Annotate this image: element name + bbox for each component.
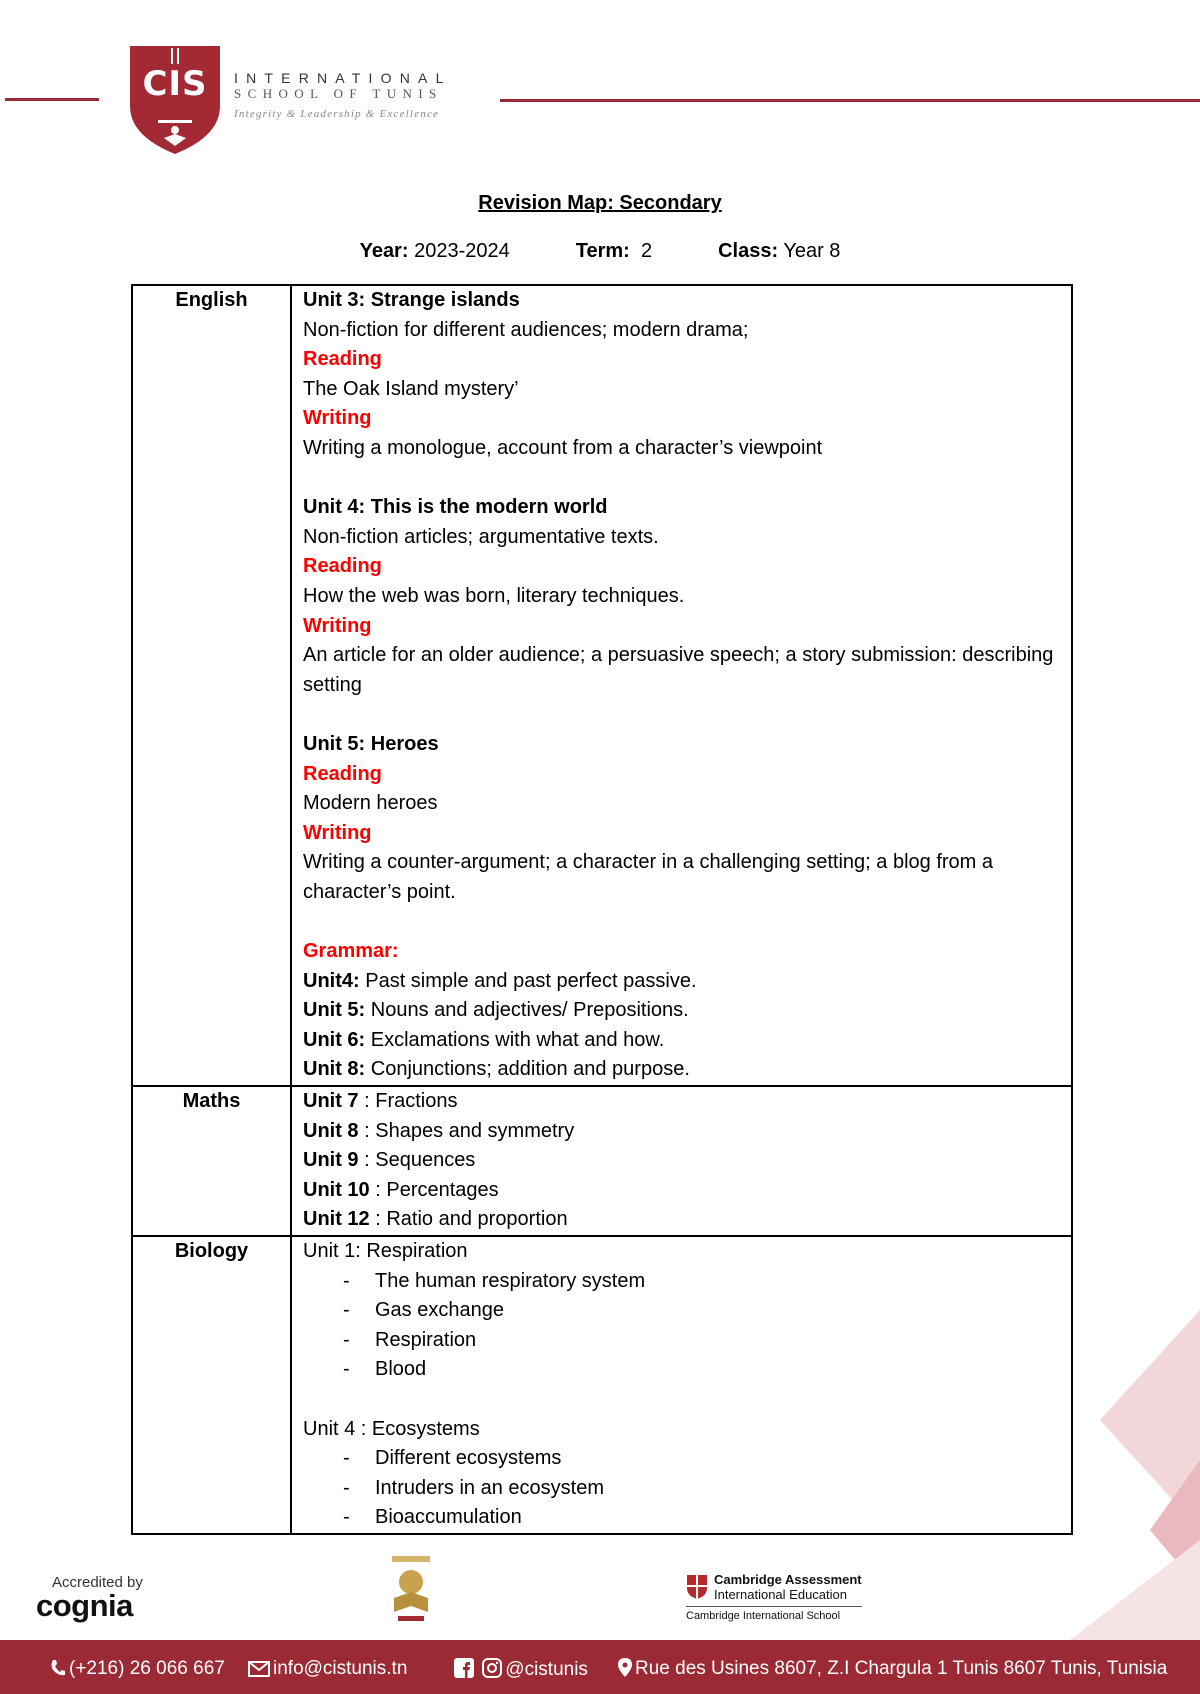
facebook-icon — [454, 1658, 474, 1678]
instagram-icon — [482, 1658, 502, 1678]
logo-abbreviation: CIS — [142, 64, 208, 104]
maths-item: Unit 8 : Shapes and symmetry — [303, 1119, 575, 1142]
year-value: 2023-2024 — [414, 240, 510, 262]
unit-heading: Unit 3: Strange islands — [303, 289, 520, 311]
footer-email[interactable]: info@cistunis.tn — [248, 1658, 407, 1680]
grammar-item: Unit 5: Nouns and adjectives/ Prepositions. — [303, 999, 689, 1022]
unit-intro: Non-fiction articles; argumentative texts. — [303, 525, 659, 548]
list-item: - Respiration — [343, 1328, 477, 1351]
writing-text: Writing a monologue, account from a character’s viewpoint — [303, 436, 823, 459]
mail-icon — [248, 1661, 270, 1677]
unit-heading: Unit 4 : Ecosystems — [303, 1417, 480, 1440]
subject-maths: Maths — [132, 1086, 291, 1236]
cambridge-line2: International Education — [714, 1587, 847, 1602]
location-pin-icon — [618, 1658, 632, 1677]
ministry-emblem-icon — [386, 1554, 436, 1624]
class-value: Year 8 — [783, 240, 841, 262]
unit-heading: Unit 1: Respiration — [303, 1240, 468, 1262]
cambridge-line3: Cambridge International School — [686, 1606, 862, 1623]
meta-row — [0, 240, 1200, 263]
term-label: Term: — [575, 240, 630, 262]
header-rule-right — [500, 99, 1200, 102]
writing-text: An article for an older audience; a persuasive speech; a story submission: describing setting — [303, 644, 1054, 696]
maths-item: Unit 10 : Percentages — [303, 1178, 499, 1201]
cognia-caption: Accredited by — [52, 1574, 143, 1591]
term-value: 2 — [640, 240, 653, 262]
grammar-label: Grammar: — [303, 940, 399, 963]
content-biology — [291, 1236, 1072, 1534]
footer-social[interactable]: @cistunis — [454, 1658, 588, 1681]
unit-heading: Unit 4: This is the modern world — [303, 496, 608, 519]
reading-label: Reading — [303, 348, 382, 371]
list-item: - Gas exchange — [343, 1299, 504, 1322]
school-name-line2: SCHOOL OF TUNIS — [234, 86, 443, 101]
page-title: Revision Map: Secondary — [478, 192, 722, 214]
grammar-item: Unit 8: Conjunctions; addition and purpose. — [303, 1058, 690, 1081]
writing-label: Writing — [303, 407, 372, 430]
content-maths — [291, 1086, 1072, 1236]
cambridge-line1: Cambridge Assessment — [714, 1572, 862, 1587]
maths-item: Unit 7 : Fractions — [303, 1090, 458, 1113]
writing-label: Writing — [303, 821, 372, 844]
list-item: - Bioaccumulation — [343, 1506, 522, 1529]
decorative-triangles-icon — [1040, 1290, 1200, 1650]
list-item: - Intruders in an ecosystem — [343, 1476, 604, 1499]
writing-text: Writing a counter-argument; a character in a challenging setting; a blog from a character’s point. — [303, 851, 993, 903]
cognia-accreditation — [36, 1574, 143, 1621]
table-row-maths — [132, 1086, 1072, 1236]
reading-text: The Oak Island mystery’ — [303, 377, 519, 400]
subject-biology: Biology — [132, 1236, 291, 1534]
unit-heading: Unit 5: Heroes — [303, 732, 439, 755]
school-tagline: Integrity & Leadership & Excellence — [234, 108, 440, 120]
reading-text: Modern heroes — [303, 792, 438, 815]
cambridge-shield-icon — [686, 1574, 708, 1600]
class-label: Class: — [718, 240, 779, 262]
revision-table — [131, 284, 1073, 1535]
list-item: - Different ecosystems — [343, 1447, 562, 1470]
year-label: Year: — [359, 240, 409, 262]
footer-address[interactable]: Rue des Usines 8607, Z.I Chargula 1 Tunis 8607 Tunis, Tunisia — [618, 1658, 1167, 1680]
reading-text: How the web was born, literary techniques. — [303, 584, 685, 607]
header-rule-left — [5, 98, 99, 101]
unit-intro: Non-fiction for different audiences; modern drama; — [303, 318, 749, 341]
list-item: - Blood — [343, 1358, 427, 1381]
footer-phone[interactable]: (+216) 26 066 667 — [50, 1658, 225, 1680]
maths-item: Unit 9 : Sequences — [303, 1149, 476, 1172]
subject-english: English — [132, 285, 291, 1086]
maths-item: Unit 12 : Ratio and proportion — [303, 1208, 568, 1231]
grammar-item: Unit 6: Exclamations with what and how. — [303, 1028, 665, 1051]
grammar-item: Unit4: Past simple and past perfect passive. — [303, 969, 697, 992]
table-row-english — [132, 285, 1072, 1086]
school-name-block — [234, 70, 452, 122]
cognia-logo: cognia — [36, 1588, 133, 1623]
content-english — [291, 285, 1072, 1086]
phone-icon — [50, 1659, 66, 1677]
contact-footer — [0, 1640, 1200, 1694]
school-name-line1: INTERNATIONAL — [234, 70, 452, 86]
list-item: - The human respiratory system — [343, 1269, 646, 1292]
reading-label: Reading — [303, 555, 382, 578]
table-row-biology — [132, 1236, 1072, 1534]
cambridge-accreditation — [686, 1572, 862, 1623]
writing-label: Writing — [303, 614, 372, 637]
reading-label: Reading — [303, 762, 382, 785]
